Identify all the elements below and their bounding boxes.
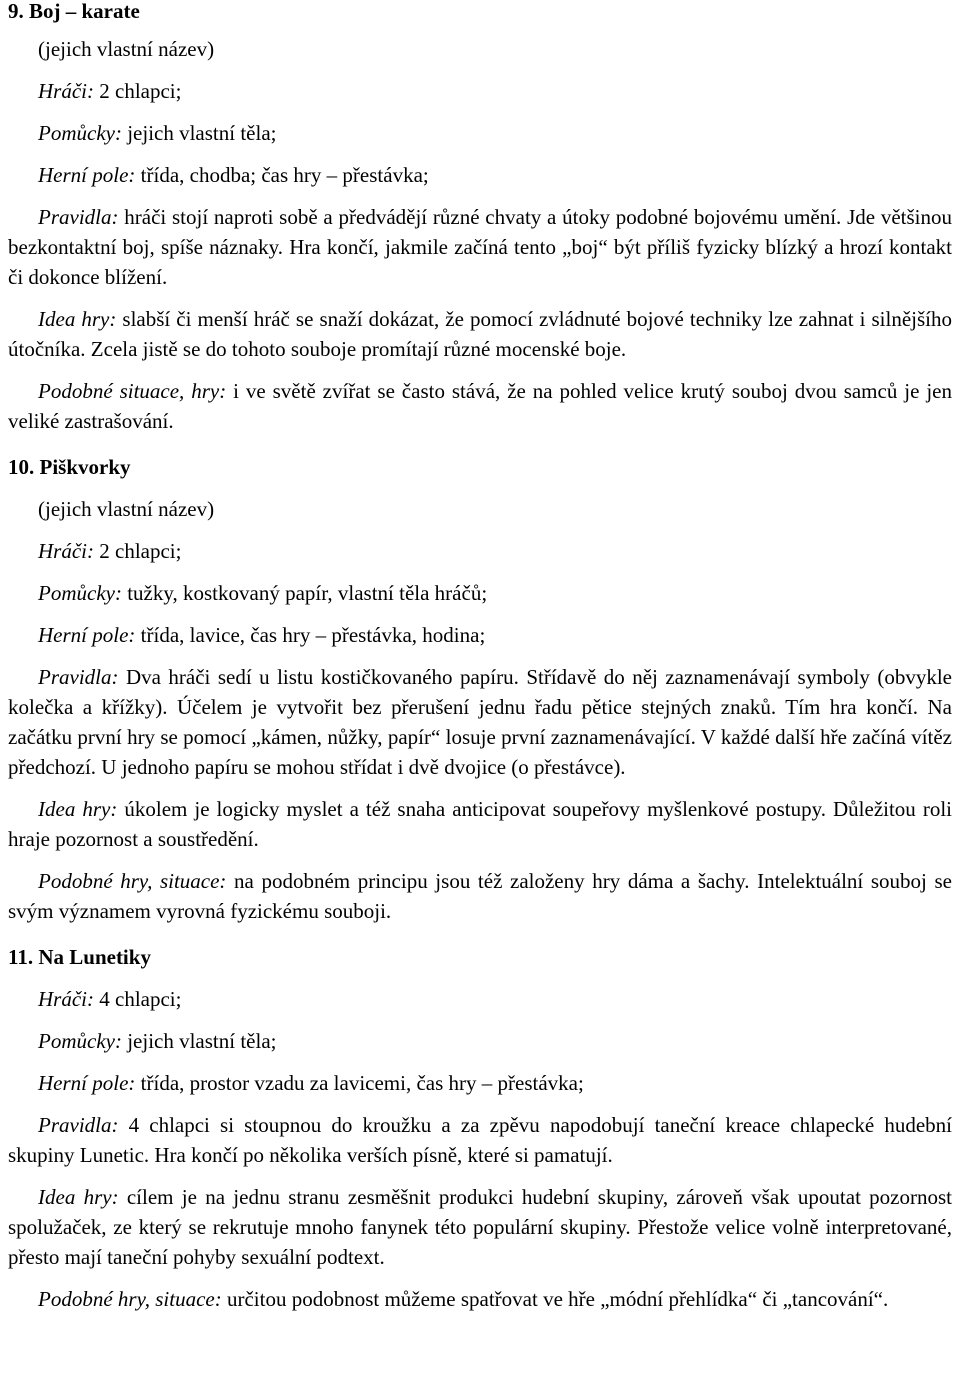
tools-line: [8, 578, 952, 608]
idea-label: Idea hry:: [38, 797, 118, 821]
tools-value: jejich vlastní těla;: [127, 1029, 277, 1053]
section-subtitle: (jejich vlastní název): [38, 37, 215, 61]
rules-label: Pravidla:: [38, 665, 119, 689]
section-subtitle: (jejich vlastní název): [38, 497, 215, 521]
players-value: 2 chlapci;: [99, 539, 182, 563]
players-label: Hráči:: [38, 539, 94, 563]
players-label: Hráči:: [38, 987, 94, 1011]
tools-label: Pomůcky:: [38, 1029, 122, 1053]
similar-value: i ve světě zvířat se často stává, že na pohled velice krutý souboj dvou samců je jen veliké zastrašování.: [8, 379, 952, 433]
field-label: Herní pole:: [38, 163, 136, 187]
rules-paragraph: [8, 662, 952, 782]
players-value: 2 chlapci;: [99, 79, 182, 103]
idea-paragraph: [8, 794, 952, 854]
players-line: [8, 76, 952, 106]
field-label: Herní pole:: [38, 1071, 136, 1095]
tools-line: [8, 118, 952, 148]
similar-paragraph: [8, 1284, 952, 1314]
idea-value: slabší či menší hráč se snaží dokázat, že pomocí zvládnuté bojové techniky lze zahnat i silnějšího útočníka. Zcela jistě se do tohoto souboje promítají různé mocenské boje.: [8, 307, 952, 361]
idea-label: Idea hry:: [38, 1185, 119, 1209]
players-line: [8, 984, 952, 1014]
players-value: 4 chlapci;: [99, 987, 182, 1011]
tools-value: tužky, kostkovaný papír, vlastní těla hráčů;: [127, 581, 488, 605]
section-title: 11. Na Lunetiky: [8, 945, 151, 969]
field-line: [8, 160, 952, 190]
similar-paragraph: [8, 376, 952, 436]
field-line: [8, 620, 952, 650]
rules-value: Dva hráči sedí u listu kostičkovaného papíru. Střídavě do něj zaznamenávají symboly (obvykle kolečka a křížky). Účelem je vytvořit bez přerušení jednu řadu pětice stejných znaků. Tím hra končí. Na začátku první hry se pomocí „kámen, nůžky, papír“ losuje první zaznamenávající. V každé další hře začíná vítěz předchozí. U jednoho papíru se mohou střídat i dvě dvojice (o přestávce).: [8, 665, 953, 779]
section-title: 9. Boj – karate: [8, 0, 140, 23]
tools-label: Pomůcky:: [38, 121, 122, 145]
similar-value: na podobném principu jsou též založeny hry dáma a šachy. Intelektuální souboj se svým významem vyrovná fyzickému souboji.: [8, 869, 952, 923]
players-line: [8, 536, 952, 566]
field-value: třída, prostor vzadu za lavicemi, čas hry – přestávka;: [140, 1071, 584, 1095]
rules-paragraph: [8, 1110, 952, 1170]
section-10: [8, 452, 952, 926]
rules-value: 4 chlapci si stoupnou do kroužku a za zpěvu napodobují taneční kreace chlapecké hudební skupiny Lunetic. Hra končí po několika verších písně, které si pamatují.: [8, 1113, 952, 1167]
players-label: Hráči:: [38, 79, 94, 103]
tools-line: [8, 1026, 952, 1056]
section-9: [8, 0, 952, 436]
field-value: třída, chodba; čas hry – přestávka;: [140, 163, 429, 187]
field-line: [8, 1068, 952, 1098]
idea-paragraph: [8, 304, 952, 364]
similar-paragraph: [8, 866, 952, 926]
idea-value: úkolem je logicky myslet a též snaha anticipovat soupeřovy myšlenkové postupy. Důležitou roli hraje pozornost a soustředění.: [8, 797, 952, 851]
field-label: Herní pole:: [38, 623, 136, 647]
field-value: třída, lavice, čas hry – přestávka, hodina;: [140, 623, 486, 647]
tools-label: Pomůcky:: [38, 581, 122, 605]
similar-label: Podobné hry, situace:: [38, 869, 227, 893]
idea-paragraph: [8, 1182, 952, 1272]
rules-label: Pravidla:: [38, 205, 119, 229]
rules-paragraph: [8, 202, 952, 292]
rules-value: hráči stojí naproti sobě a předvádějí různé chvaty a útoky podobné bojovému umění. Jde většinou bezkontaktní boj, spíše náznaky. Hra končí, jakmile začíná tento „boj“ být příliš fyzicky blízký a hrozí kontakt či dokonce blížení.: [8, 205, 952, 289]
similar-label: Podobné hry, situace:: [38, 1287, 222, 1311]
tools-value: jejich vlastní těla;: [127, 121, 277, 145]
section-11: [8, 942, 952, 1314]
similar-value: určitou podobnost můžeme spatřovat ve hře „módní přehlídka“ či „tancování“.: [226, 1287, 889, 1311]
section-title: 10. Piškvorky: [8, 455, 131, 479]
idea-value: cílem je na jednu stranu zesměšnit produkci hudební skupiny, zároveň však upoutat pozornost spolužaček, ze který se rekrutuje mnoho fanynek této populární skupiny. Přestože velice volně interpretované, přesto mají taneční pohyby sexuální podtext.: [8, 1185, 952, 1269]
similar-label: Podobné situace, hry:: [38, 379, 227, 403]
rules-label: Pravidla:: [38, 1113, 119, 1137]
idea-label: Idea hry:: [38, 307, 117, 331]
